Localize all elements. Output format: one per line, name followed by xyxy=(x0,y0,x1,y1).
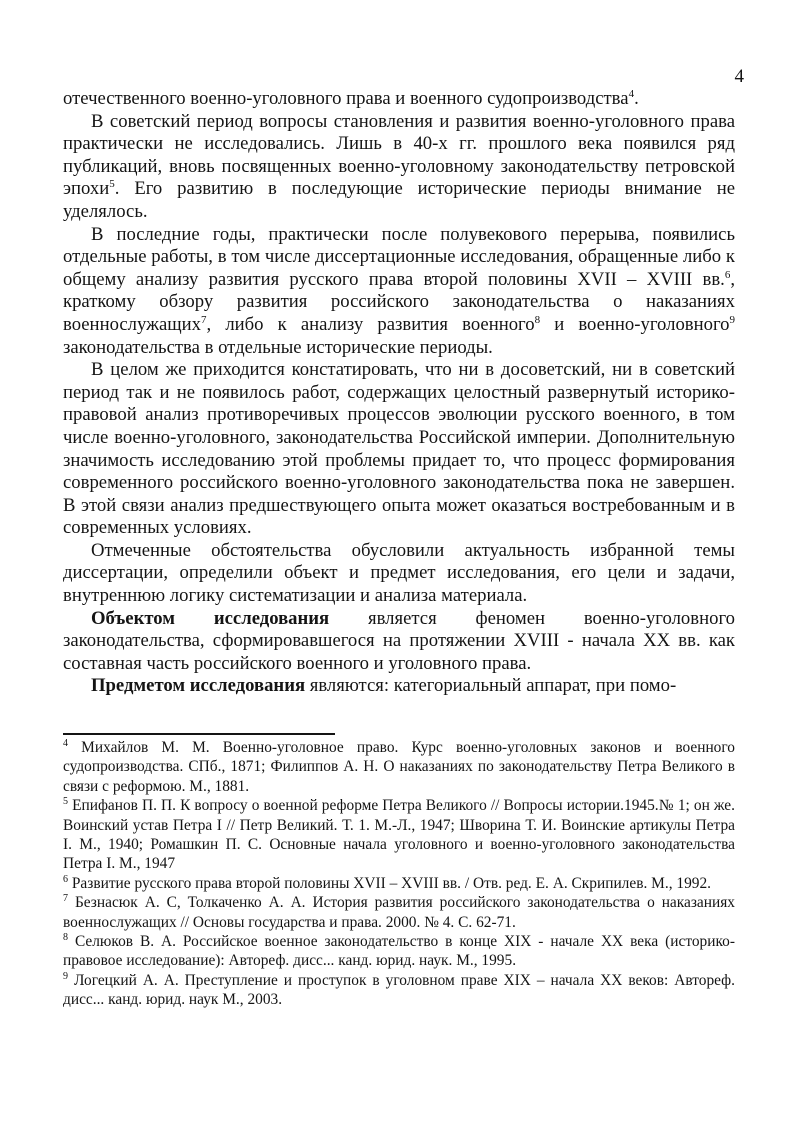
paragraph-soviet-period xyxy=(63,111,735,224)
footnote-4 xyxy=(63,738,735,796)
footnote-text: Селюков В. А. Российское военное законодательство в конце XIX - начале XX века (историко-правовое исследование): Автореф. дисс... канд. юрид. наук. М., 1995. xyxy=(63,933,735,970)
text-run: В советский период вопросы становления и развития военно-уголовного права практически не исследовались. Лишь в 40-х гг. прошлого века появился ряд публикаций, вновь посвященных военно-уголовному законодательству петровской эпохи xyxy=(63,110,735,200)
footnote-7 xyxy=(63,893,735,932)
text-run: законодательства в отдельные исторические периоды. xyxy=(63,336,493,358)
footnote-9 xyxy=(63,971,735,1010)
footnote-text: Безнасюк А. С, Толкаченко А. А. История развития российского законодательства о наказаниях военнослужащих // Основы государства и права. 2000. № 4. С. 62-71. xyxy=(63,894,736,931)
text-run: и военно-уголовного xyxy=(540,313,730,335)
text-run: В целом же приходится констатировать, что ни в досоветский, ни в советский период так и не появилось работ, содержащих целостный развернутый историко-правовой анализ противоречивых процессов эволюции русского военного, в том числе военно-уголовного, законодательства Российской империи. Дополнительную значимость исследованию этой проблемы придает то, что процесс формирования современного российского военно-уголовного законодательства пока не завершен. В этой связи анализ предшествующего опыта может оказаться востребованным и в современных условиях. xyxy=(63,359,735,539)
text-run: , либо к анализу развития военного xyxy=(206,313,535,335)
footnote-number: 9 xyxy=(63,970,68,982)
bold-term: Предметом исследования xyxy=(91,675,306,697)
footnote-ref: 6 xyxy=(724,268,731,281)
footnote-number: 8 xyxy=(63,931,68,943)
text-run: , краткому обзору развития российского законодательства о наказаниях военнослужащих xyxy=(63,268,735,335)
paragraph-intro-continuation xyxy=(63,88,735,111)
text-run: В последние годы, практически после полувекового перерыва, появились отдельные работы, в том числе диссертационные исследования, обращенные либо к общему анализу развития русского права второй половины XVII – XVIII вв. xyxy=(63,223,735,290)
footnote-8 xyxy=(63,932,735,971)
text-run: является феномен военно-уголовного законодательства, сформировавшегося на протяжении XVIII - начала XX вв. как составная часть российского военного и уголовного права. xyxy=(63,607,735,674)
footnote-ref: 5 xyxy=(109,178,115,191)
footnote-number: 5 xyxy=(63,796,68,808)
footnote-text: Михайлов М. М. Военно-уголовное право. Курс военно-уголовных законов и военного судопроизводства. СПб., 1871; Филиппов А. Н. О наказаниях по законодательству Петра Великого в связи с реформою. М., 1881. xyxy=(63,739,736,795)
text-run: отечественного военно-уголовного права и военного судопроизводства xyxy=(63,88,629,109)
page-number: 4 xyxy=(734,66,744,87)
footnote-text: Логецкий А. А. Преступление и проступок в уголовном праве XIX – начала XX веков: Автореф. дисс... канд. юрид. наук М., 2003. xyxy=(63,971,735,1009)
footnote-text: Развитие русского права второй половины XVII – XVIII вв. / Отв. ред. Е. А. Скрипилев. М., 1992. xyxy=(71,874,712,892)
footnote-ref: 8 xyxy=(534,313,541,326)
text-run: . Его развитию в последующие исторические периоды внимание не уделялось. xyxy=(63,178,735,222)
footnote-ref: 9 xyxy=(729,313,736,326)
text-run: Отмеченные обстоятельства обусловили актуальность избранной темы диссертации, определили объект и предмет исследования, его цели и задачи, внутреннюю логику систематизации и анализа материала. xyxy=(63,539,735,607)
paragraph-recent-years xyxy=(63,224,735,360)
footnote-number: 7 xyxy=(63,893,68,905)
footnote-ref: 7 xyxy=(201,313,207,326)
footnote-number: 6 xyxy=(63,873,68,885)
bold-term: Объектом исследования xyxy=(91,607,330,629)
footnote-ref: 4 xyxy=(628,87,635,100)
footnote-separator xyxy=(63,733,335,735)
body-text xyxy=(63,88,735,698)
paragraph-general-conclusion xyxy=(63,359,735,540)
footnote-number: 4 xyxy=(63,737,68,749)
footnotes xyxy=(63,738,735,1010)
text-run: . xyxy=(634,88,639,109)
paragraph-object xyxy=(63,608,735,676)
paragraph-relevance xyxy=(63,540,735,608)
footnote-text: Епифанов П. П. К вопросу о военной реформе Петра Великого // Вопросы истории.1945.№ 1; он же. Воинский устав Петра I // Петр Великий. Т. 1. М.-Л., 1947; Шворина Т. И. Воинские артикулы Петра I. М., 1940; Ромашкин П. С. Основные начала уголовного и военно-уголовного законодательства Петра I. М., 1947 xyxy=(63,797,735,873)
footnote-6 xyxy=(63,874,735,893)
paragraph-subject xyxy=(63,675,735,698)
footnote-5 xyxy=(63,796,735,874)
text-run: являются: категориальный аппарат, при помо- xyxy=(305,675,677,697)
